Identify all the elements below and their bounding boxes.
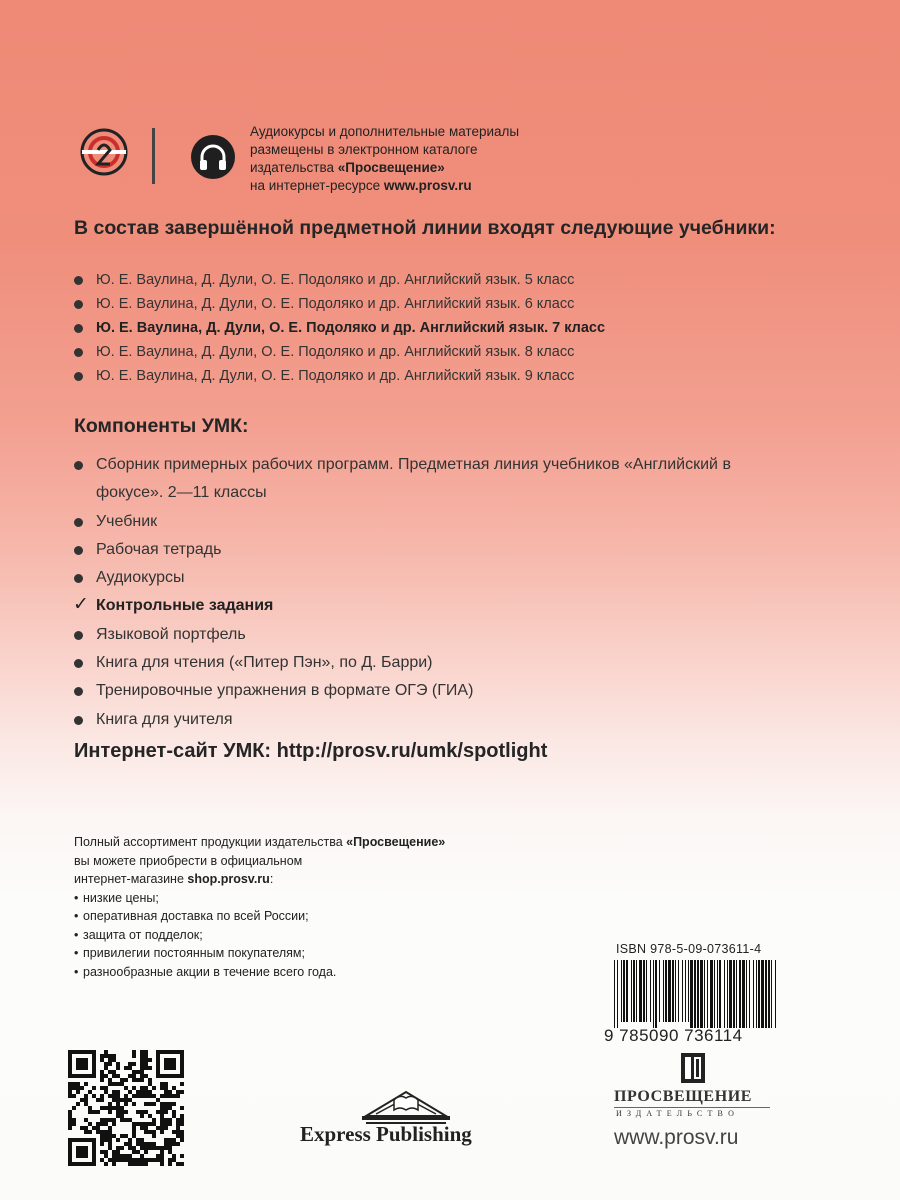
audio-note-line: размещены в электронном каталоге (250, 142, 478, 157)
component-item: Книга для чтения («Питер Пэн», по Д. Барри) (74, 649, 794, 677)
textbook-list (74, 268, 605, 388)
divider (614, 1107, 770, 1108)
express-publishing-name: Express Publishing (300, 1122, 472, 1146)
shop-benefit-item: • низкие цены; (74, 889, 445, 908)
textbook-item: Ю. Е. Ваулина, Д. Дули, О. Е. Подоляко и др. Английский язык. 8 класс (74, 340, 605, 364)
divider (152, 128, 155, 184)
shop-line: Полный ассортимент продукции издательства «Просвещение» (74, 835, 446, 849)
prosveshchenie-name: ПРОСВЕЩЕНИЕ (614, 1088, 753, 1105)
shop-benefit-item: • оперативная доставка по всей России; (74, 907, 445, 926)
shop-benefit-item: • привилегии постоянным покупателям; (74, 944, 445, 963)
audio-note-line: на интернет-ресурсе www.prosv.ru (250, 178, 472, 193)
audio-note-line: издательства «Просвещение» (250, 160, 445, 175)
component-item: Языковой портфель (74, 621, 794, 649)
textbook-item: Ю. Е. Ваулина, Д. Дули, О. Е. Подоляко и др. Английский язык. 5 класс (74, 268, 605, 292)
shop-line: интернет-магазине shop.prosv.ru: (74, 872, 274, 886)
components-heading: Компоненты УМК: (74, 415, 249, 437)
prosveshchenie-url: www.prosv.ru (614, 1126, 739, 1149)
shop-line: вы можете приобрести в официальном (74, 853, 303, 868)
express-publishing-logo-icon (306, 1070, 506, 1130)
audio-note-line: Аудиокурсы и дополнительные материалы (250, 124, 520, 139)
textbook-item: Ю. Е. Ваулина, Д. Дули, О. Е. Подоляко и др. Английский язык. 6 класс (74, 292, 605, 316)
barcode-number: 9 785090 736114 (604, 1026, 743, 1045)
components-list (74, 451, 794, 734)
headphones-icon (190, 134, 236, 185)
shop-benefit-item: • разнообразные акции в течение всего года. (74, 963, 445, 982)
textbook-line-heading: В состав завершённой предметной линии входят следующие учебники: (74, 217, 776, 239)
isbn-label: ISBN 978-5-09-073611-4 (616, 942, 762, 956)
component-item: Рабочая тетрадь (74, 536, 794, 564)
shop-benefits-list (74, 889, 445, 982)
component-item: Сборник примерных рабочих программ. Предметная линия учебников «Английский в фокусе». 2—11 классы (74, 451, 794, 508)
component-item: Аудиокурсы (74, 564, 794, 592)
digital-catalog-logo-icon (78, 128, 130, 185)
barcode-icon (612, 960, 782, 1028)
website-line: Интернет-сайт УМК: http://prosv.ru/umk/spotlight (74, 740, 548, 762)
prosveshchenie-subtitle: ИЗДАТЕЛЬСТВО (616, 1109, 740, 1118)
component-item: Учебник (74, 508, 794, 536)
textbook-item-current: Ю. Е. Ваулина, Д. Дули, О. Е. Подоляко и др. Английский язык. 7 класс (74, 316, 605, 340)
component-item: Тренировочные упражнения в формате ОГЭ (ГИА) (74, 677, 794, 705)
checkmark-icon: ✓ (73, 594, 89, 616)
component-label: Контрольные задания (96, 597, 274, 615)
shop-benefit-item: • защита от подделок; (74, 926, 445, 945)
prosveshchenie-logo-icon (681, 1053, 705, 1083)
textbook-item: Ю. Е. Ваулина, Д. Дули, О. Е. Подоляко и др. Английский язык. 9 класс (74, 364, 605, 388)
audio-materials-note (250, 123, 519, 195)
qr-code-icon (68, 1050, 184, 1166)
shop-info (74, 833, 445, 981)
component-item-current (74, 592, 794, 620)
component-item: Книга для учителя (74, 706, 794, 734)
